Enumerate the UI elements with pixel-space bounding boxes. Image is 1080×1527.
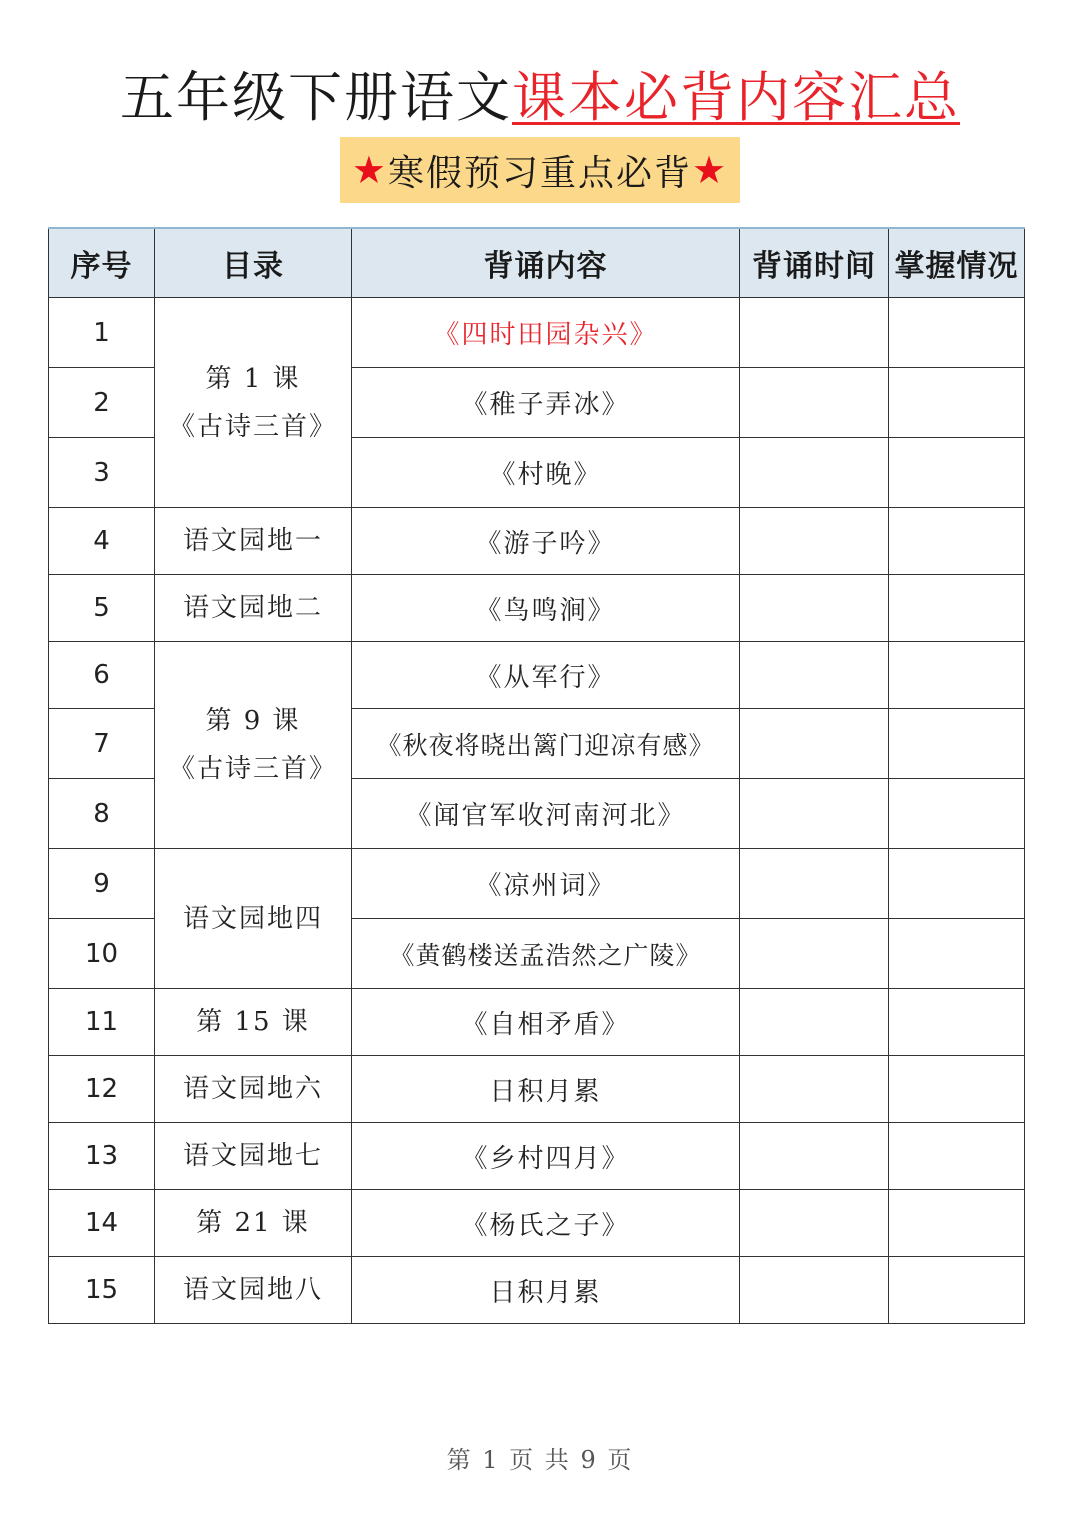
subtitle-text: 寒假预习重点必背	[387, 152, 692, 194]
row-number: 8	[49, 779, 155, 849]
category-line: 第 1 课	[205, 363, 301, 394]
page-footer: 第 1 页 共 9 页	[446, 1446, 634, 1474]
category-line: 第 21 课	[196, 1208, 310, 1238]
recitation-time-cell[interactable]	[740, 575, 889, 642]
table-body	[49, 298, 1025, 1324]
recitation-time-cell[interactable]	[740, 709, 889, 779]
row-category	[155, 1190, 352, 1257]
mastery-cell[interactable]	[889, 1056, 1025, 1123]
title-highlight: 课本必背内容汇总	[512, 66, 960, 129]
recitation-time-cell[interactable]	[740, 849, 889, 919]
recitation-content: 《稚子弄冰》	[352, 368, 740, 438]
table-row	[49, 1257, 1025, 1324]
table-row	[49, 1056, 1025, 1123]
row-number: 2	[49, 368, 155, 438]
recitation-time-cell[interactable]	[740, 989, 889, 1056]
row-category	[155, 1123, 352, 1190]
recitation-time-cell[interactable]	[740, 1257, 889, 1324]
mastery-cell[interactable]	[889, 508, 1025, 575]
row-number: 3	[49, 438, 155, 508]
row-category	[155, 642, 352, 849]
page-title	[0, 62, 1080, 134]
mastery-cell[interactable]	[889, 438, 1025, 508]
table-row	[49, 298, 1025, 368]
row-number: 5	[49, 575, 155, 642]
recitation-time-cell[interactable]	[740, 642, 889, 709]
row-number: 15	[49, 1257, 155, 1324]
mastery-cell[interactable]	[889, 642, 1025, 709]
recitation-content: 《村晚》	[352, 438, 740, 508]
row-category	[155, 298, 352, 508]
table-row	[49, 575, 1025, 642]
row-category	[155, 849, 352, 989]
header-category: 目录	[155, 228, 352, 298]
recitation-content: 《自相矛盾》	[352, 989, 740, 1056]
star-icon: ★	[351, 148, 388, 192]
category-line: 《古诗三首》	[168, 411, 337, 442]
row-category	[155, 989, 352, 1056]
row-category	[155, 1257, 352, 1324]
category-line: 第 15 课	[196, 1007, 310, 1037]
recitation-table	[48, 227, 1025, 1324]
row-number: 14	[49, 1190, 155, 1257]
category-line: 《古诗三首》	[168, 754, 337, 784]
recitation-time-cell[interactable]	[740, 779, 889, 849]
table-header-row	[49, 228, 1025, 298]
mastery-cell[interactable]	[889, 1123, 1025, 1190]
table-row	[49, 508, 1025, 575]
recitation-time-cell[interactable]	[740, 368, 889, 438]
recitation-content: 《乡村四月》	[352, 1123, 740, 1190]
row-number: 13	[49, 1123, 155, 1190]
recitation-content: 《从军行》	[352, 642, 740, 709]
category-line: 语文园地二	[182, 593, 323, 623]
recitation-time-cell[interactable]	[740, 508, 889, 575]
recitation-time-cell[interactable]	[740, 919, 889, 989]
mastery-cell[interactable]	[889, 849, 1025, 919]
row-category	[155, 508, 352, 575]
row-category	[155, 575, 352, 642]
table-row	[49, 989, 1025, 1056]
recitation-time-cell[interactable]	[740, 438, 889, 508]
mastery-cell[interactable]	[889, 575, 1025, 642]
table-row	[49, 642, 1025, 709]
recitation-time-cell[interactable]	[740, 1056, 889, 1123]
mastery-cell[interactable]	[889, 779, 1025, 849]
recitation-content: 日积月累	[352, 1056, 740, 1123]
mastery-cell[interactable]	[889, 989, 1025, 1056]
header-index: 序号	[49, 228, 155, 298]
recitation-time-cell[interactable]	[740, 1190, 889, 1257]
header-content: 背诵内容	[352, 228, 740, 298]
mastery-cell[interactable]	[889, 1190, 1025, 1257]
mastery-cell[interactable]	[889, 1257, 1025, 1324]
category-line: 语文园地六	[182, 1074, 323, 1104]
recitation-content: 《鸟鸣涧》	[352, 575, 740, 642]
recitation-content: 《闻官军收河南河北》	[352, 779, 740, 849]
recitation-content: 《黄鹤楼送孟浩然之广陵》	[352, 919, 740, 989]
row-number: 1	[49, 298, 155, 368]
recitation-content: 《凉州词》	[352, 849, 740, 919]
star-icon: ★	[692, 148, 729, 192]
header-mastery: 掌握情况	[889, 228, 1025, 298]
table-row	[49, 1190, 1025, 1257]
row-number: 7	[49, 709, 155, 779]
recitation-time-cell[interactable]	[740, 298, 889, 368]
recitation-content: 《杨氏之子》	[352, 1190, 740, 1257]
title-main: 五年级下册语文	[120, 66, 512, 129]
table-row	[49, 1123, 1025, 1190]
category-line: 语文园地七	[182, 1141, 323, 1171]
table-row	[49, 849, 1025, 919]
recitation-content: 《秋夜将晓出篱门迎凉有感》	[352, 709, 740, 779]
row-number: 6	[49, 642, 155, 709]
mastery-cell[interactable]	[889, 368, 1025, 438]
recitation-content: 《游子吟》	[352, 508, 740, 575]
recitation-content: 日积月累	[352, 1257, 740, 1324]
mastery-cell[interactable]	[889, 298, 1025, 368]
mastery-cell[interactable]	[889, 919, 1025, 989]
recitation-content: 《四时田园杂兴》	[352, 298, 740, 368]
row-number: 11	[49, 989, 155, 1056]
mastery-cell[interactable]	[889, 709, 1025, 779]
category-line: 第 9 课	[205, 706, 301, 736]
recitation-time-cell[interactable]	[740, 1123, 889, 1190]
row-number: 12	[49, 1056, 155, 1123]
row-number: 4	[49, 508, 155, 575]
category-line: 语文园地四	[182, 903, 323, 934]
subtitle-banner	[340, 137, 740, 203]
row-number: 9	[49, 849, 155, 919]
category-line: 语文园地一	[182, 526, 323, 556]
row-category	[155, 1056, 352, 1123]
header-time: 背诵时间	[740, 228, 889, 298]
row-number: 10	[49, 919, 155, 989]
category-line: 语文园地八	[182, 1275, 323, 1305]
